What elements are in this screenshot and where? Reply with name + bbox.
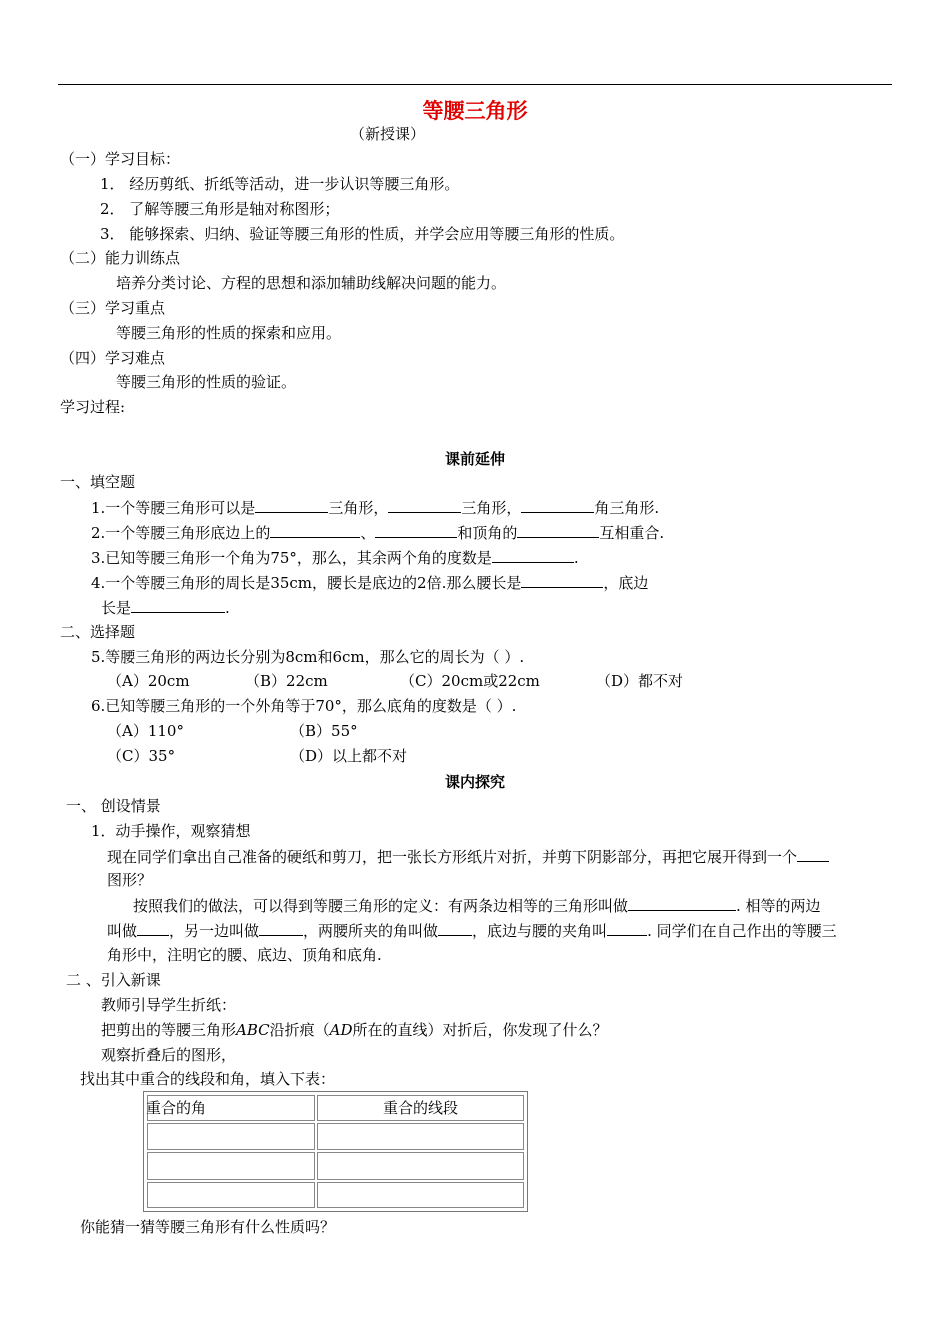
- option[interactable]: （B）55°: [290, 722, 358, 740]
- table-cell[interactable]: [147, 1123, 315, 1150]
- header-rule: [58, 84, 892, 85]
- objective-item: 1． 经历剪纸、折纸等活动，进一步认识等腰三角形。: [100, 175, 460, 193]
- option[interactable]: （A）20cm: [107, 672, 190, 690]
- answer-blank[interactable]: [438, 920, 472, 936]
- answer-blank[interactable]: [628, 895, 736, 911]
- fill-heading: 一、填空题: [60, 473, 136, 491]
- answer-blank[interactable]: [797, 846, 829, 862]
- paragraph: 角形中，注明它的腰、底边、顶角和底角.: [107, 946, 382, 964]
- objective-item: 3． 能够探索、归纳、验证等腰三角形的性质，并学会应用等腰三角形的性质。: [100, 225, 625, 243]
- table-header-angles: 重合的角: [146, 1099, 207, 1117]
- question-3: 3.已知等腰三角形一个角为75°，那么，其余两个角的度数是 .: [91, 549, 579, 567]
- answer-blank[interactable]: [607, 920, 647, 936]
- answer-blank[interactable]: [517, 522, 599, 538]
- in-class-heading: 课内探究: [444, 773, 505, 791]
- option[interactable]: （C）35°: [107, 747, 176, 765]
- table-cell[interactable]: [317, 1182, 524, 1208]
- pre-class-heading: 课前延伸: [444, 450, 505, 468]
- paragraph: 现在同学们拿出自己准备的硬纸和剪刀，把一张长方形纸片对折，并剪下阴影部分，再把它展开得到一个: [107, 846, 829, 867]
- answer-blank[interactable]: [521, 572, 603, 588]
- option[interactable]: （B）22cm: [245, 672, 328, 690]
- answer-blank[interactable]: [375, 522, 457, 538]
- key-points-text: 等腰三角形的性质的探索和应用。: [116, 324, 342, 342]
- skills-heading: （二）能力训练点: [60, 249, 181, 267]
- process-label: 学习过程:: [60, 398, 126, 416]
- answer-blank[interactable]: [255, 497, 328, 513]
- step-1: 1．动手操作，观察猜想: [91, 822, 251, 840]
- skills-text: 培养分类讨论、方程的思想和添加辅助线解决问题的能力。: [116, 274, 507, 292]
- answer-blank[interactable]: [131, 597, 225, 613]
- answer-blank[interactable]: [270, 522, 360, 538]
- table-header-segments: 重合的线段: [382, 1099, 458, 1117]
- question-4-cont: 长是 .: [101, 599, 230, 617]
- choice-heading: 二、选择题: [60, 623, 136, 641]
- option[interactable]: （C）20cm或22cm: [400, 672, 540, 690]
- question-4: 4.一个等腰三角形的周长是35cm，腰长是底边的2倍.那么腰长是 ，底边: [91, 574, 649, 592]
- closing-question: 你能猜一猜等腰三角形有什么性质吗？: [80, 1218, 336, 1236]
- page-subtitle: （新授课）: [350, 125, 426, 143]
- observe-text: 观察折叠后的图形，: [101, 1046, 237, 1064]
- difficulties-text: 等腰三角形的性质的验证。: [116, 373, 297, 391]
- question-5: 5.等腰三角形的两边长分别为8cm和6cm，那么它的周长为（ ）.: [91, 648, 525, 666]
- objective-item: 2． 了解等腰三角形是轴对称图形；: [100, 200, 340, 218]
- paragraph: 图形？: [107, 871, 153, 889]
- definition-line: 按照我们的做法，可以得到等腰三角形的定义：有两条边相等的三角形叫做 . 相等的两边: [133, 897, 821, 915]
- table-cell[interactable]: [317, 1152, 524, 1180]
- table-cell[interactable]: [317, 1123, 524, 1150]
- part2-heading: 二 、引入新课: [66, 971, 161, 989]
- table-cell[interactable]: [147, 1152, 315, 1180]
- option[interactable]: （D）以上都不对: [290, 747, 408, 765]
- objectives-heading: （一）学习目标：: [60, 150, 181, 168]
- definition-line: 叫做 ，另一边叫做 ，两腰所夹的角叫做 ，底边与腰的夹角叫 . 同学们在自己作出的等腰三: [107, 922, 837, 940]
- part1-heading: 一、 创设情景: [66, 797, 161, 815]
- find-text: 找出其中重合的线段和角，填入下表：: [80, 1070, 336, 1088]
- question-1: 1.一个等腰三角形可以是 三角形， 三角形， 角三角形.: [91, 499, 660, 517]
- question-6: 6.已知等腰三角形的一个外角等于70°，那么底角的度数是（ ）.: [91, 697, 517, 715]
- key-points-heading: （三）学习重点: [60, 299, 166, 317]
- guide-text: 教师引导学生折纸：: [101, 996, 237, 1014]
- page-title: 等腰三角形: [422, 99, 528, 123]
- fold-instruction: 把剪出的等腰三角形ABC沿折痕（AD所在的直线）对折后，你发现了什么？: [101, 1021, 608, 1039]
- option[interactable]: （D）都不对: [596, 672, 684, 690]
- answer-blank[interactable]: [137, 920, 169, 936]
- coincide-table: [143, 1091, 528, 1212]
- answer-blank[interactable]: [259, 920, 303, 936]
- question-2: 2.一个等腰三角形底边上的 、 和顶角的 互相重合.: [91, 524, 665, 542]
- table-cell[interactable]: [147, 1182, 315, 1208]
- option[interactable]: （A）110°: [107, 722, 184, 740]
- answer-blank[interactable]: [492, 547, 574, 563]
- answer-blank[interactable]: [521, 497, 594, 513]
- difficulties-heading: （四）学习难点: [60, 349, 166, 367]
- answer-blank[interactable]: [388, 497, 461, 513]
